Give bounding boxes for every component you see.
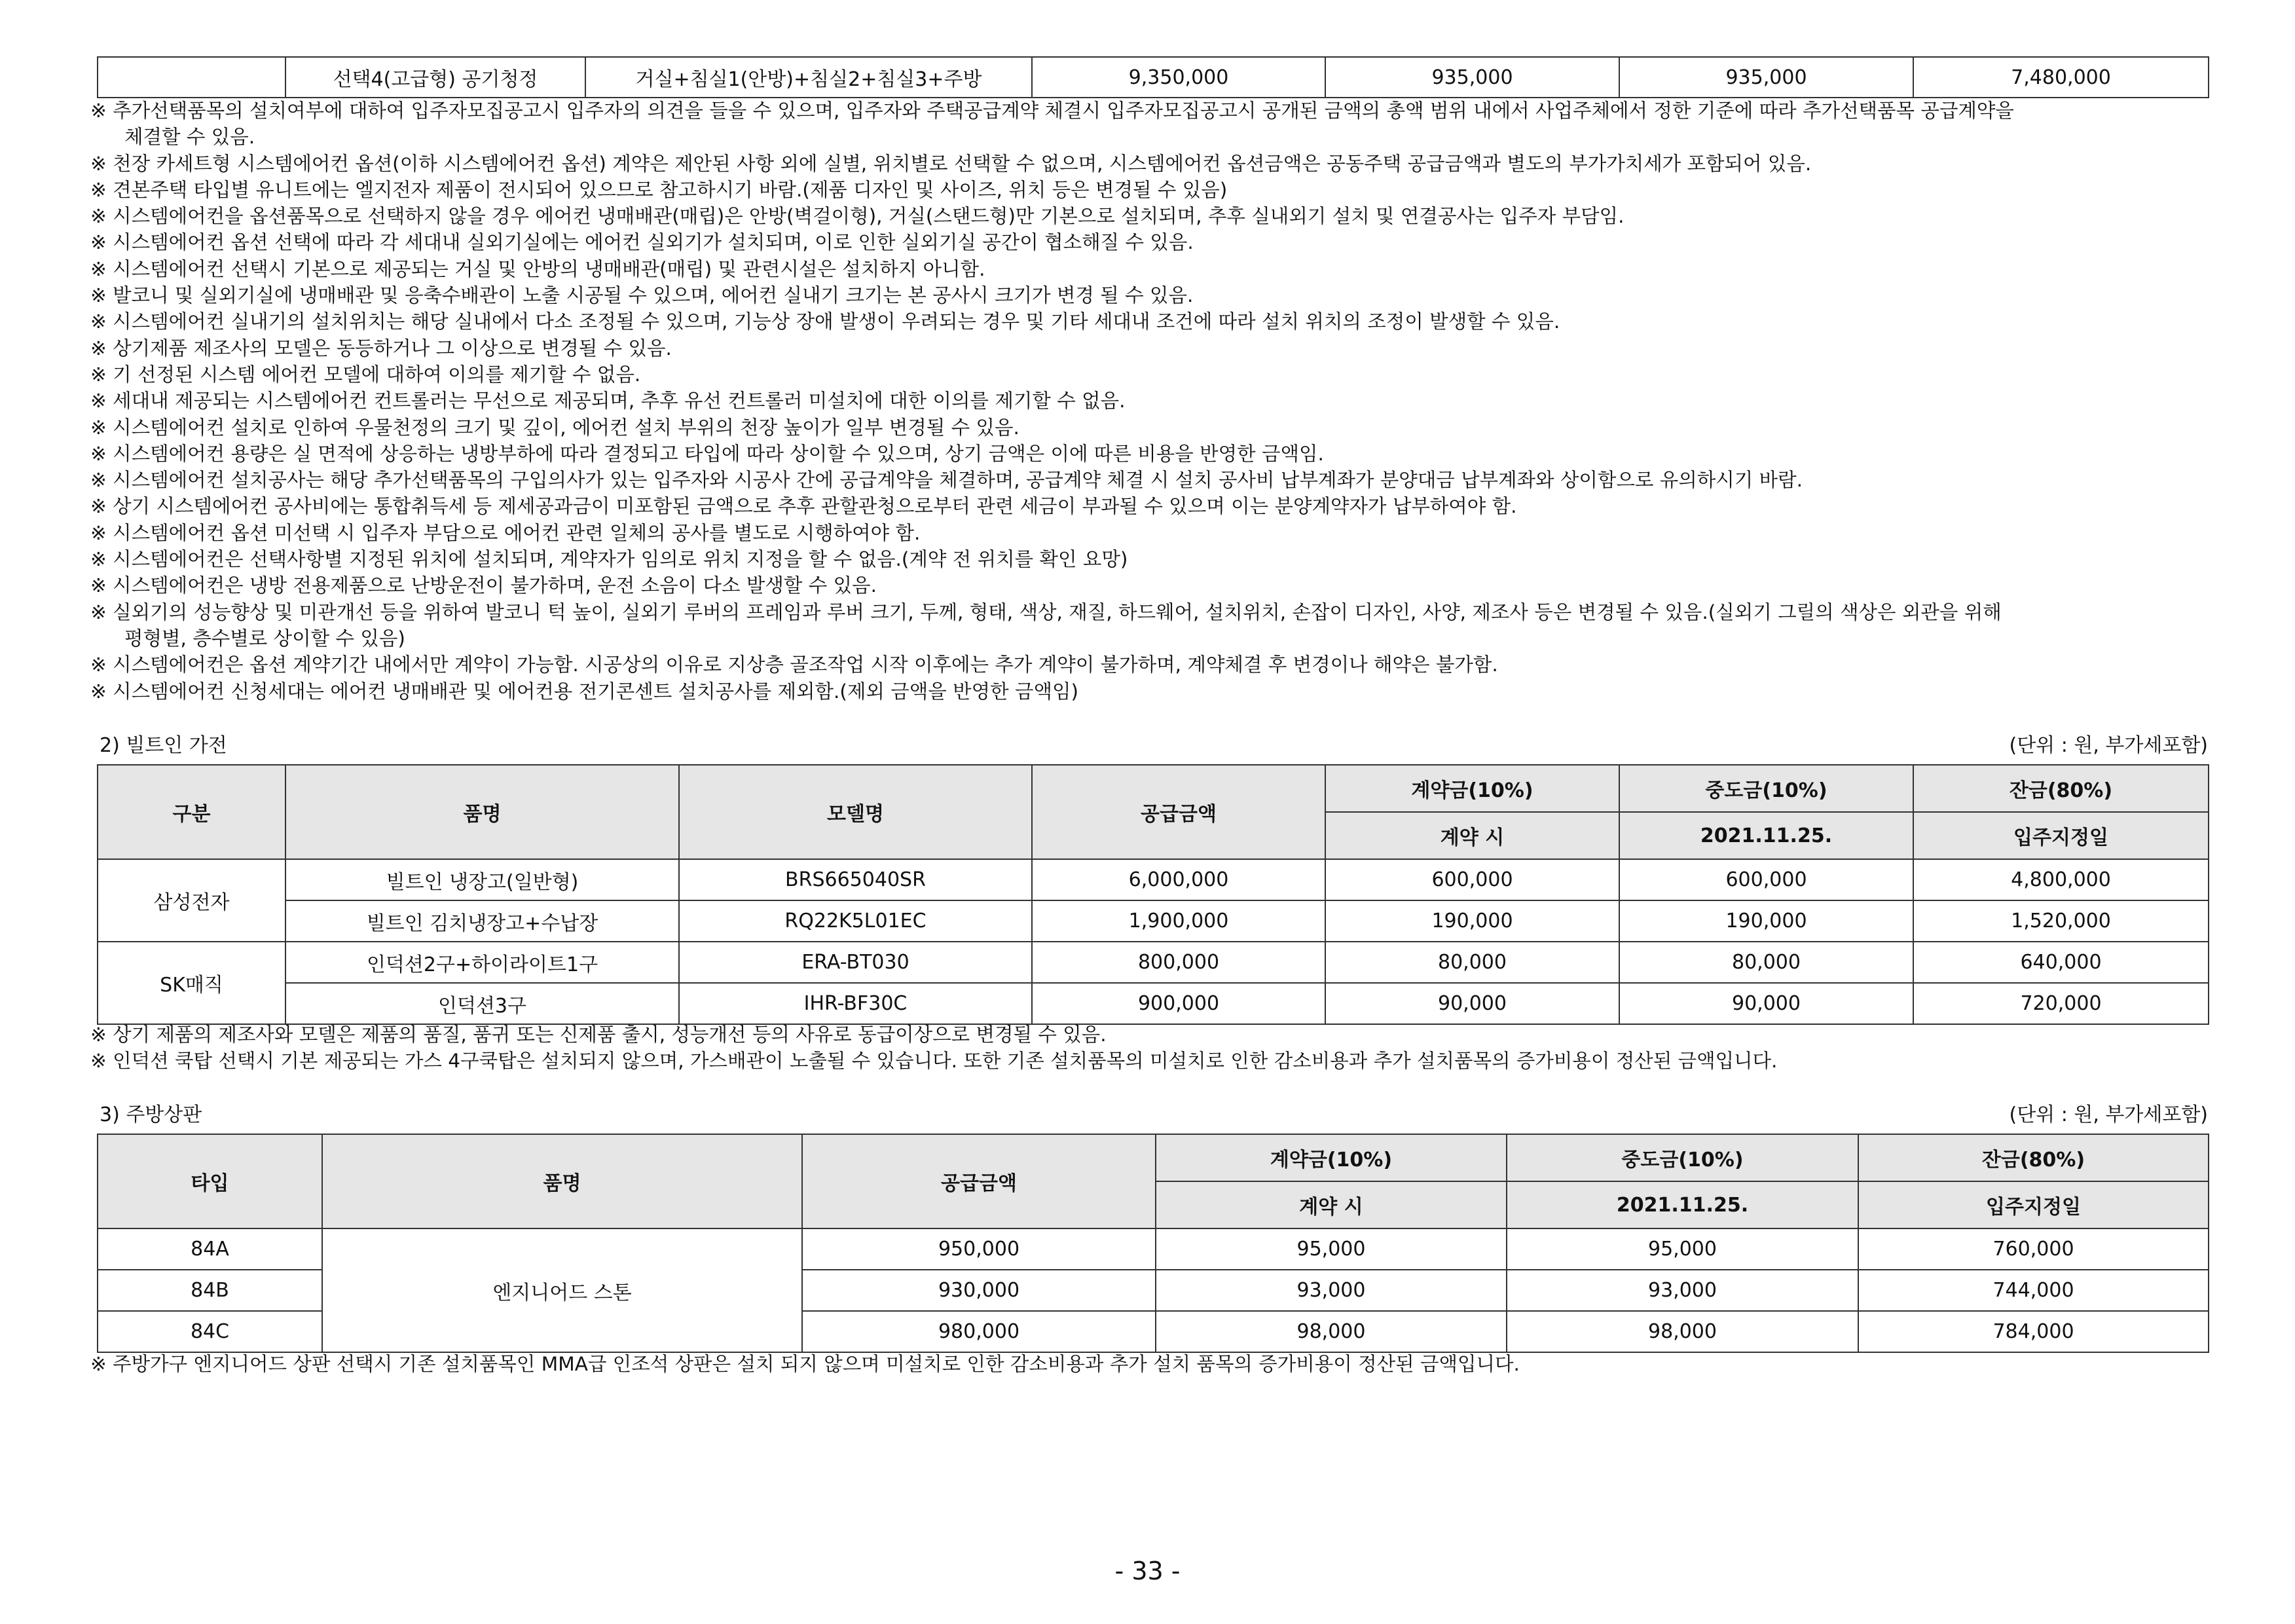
note-line: 체결할 수 있음. bbox=[124, 126, 255, 149]
note-line: ※ 상기 제품의 제조사와 모델은 제품의 품질, 품귀 또는 신제품 출시, 성능개선 등의 사유로 동급이상으로 변경될 수 있음. bbox=[90, 1024, 1107, 1046]
note-line: ※ 시스템에어컨 설치공사는 해당 추가선택품목의 구입의사가 있는 입주자와 시공사 간에 공급계약을 체결하며, 공급계약 체결 시 설치 공사비 납부계좌가 분양대금 납부계좌와 상이함으로 유의하시기 바람. bbox=[90, 469, 1803, 492]
table-cell: 744,000 bbox=[1858, 1270, 2209, 1311]
built-in-notes bbox=[90, 1022, 2212, 1075]
table-cell: 빌트인 김치냉장고+수납장 bbox=[285, 900, 679, 942]
column-header: 중도금(10%) bbox=[1619, 765, 1913, 812]
table-cell: 9,350,000 bbox=[1032, 57, 1325, 98]
table-row bbox=[98, 983, 2209, 1024]
table-cell: 거실+침실1(안방)+침실2+침실3+주방 bbox=[585, 57, 1032, 98]
table-row bbox=[98, 942, 2209, 983]
table-row bbox=[98, 859, 2209, 900]
table-row bbox=[98, 1228, 2209, 1270]
table-cell: 95,000 bbox=[1156, 1228, 1507, 1270]
table-cell: 800,000 bbox=[1032, 942, 1325, 983]
item-cell: 엔지니어드 스톤 bbox=[322, 1228, 802, 1352]
table-cell: 900,000 bbox=[1032, 983, 1325, 1024]
note-line: ※ 발코니 및 실외기실에 냉매배관 및 응축수배관이 노출 시공될 수 있으며, 에어컨 실내기 크기는 본 공사시 크기가 변경 될 수 있음. bbox=[90, 284, 1194, 307]
note-line: ※ 시스템에어컨은 선택사항별 지정된 위치에 설치되며, 계약자가 임의로 위치 지정을 할 수 없음.(계약 전 위치를 확인 요망) bbox=[90, 548, 1128, 571]
note-line: ※ 시스템에어컨 실내기의 설치위치는 해당 실내에서 다소 조정될 수 있으며, 기능상 장애 발생이 우려되는 경우 및 기타 세대내 조건에 따라 설치 위치의 조정이 발생할 수 있음. bbox=[90, 310, 1560, 333]
table-cell: 1,520,000 bbox=[1913, 900, 2209, 942]
column-header: 계약금(10%) bbox=[1156, 1134, 1507, 1181]
table-cell: 84B bbox=[98, 1270, 322, 1311]
column-subheader: 2021.11.25. bbox=[1507, 1181, 1858, 1228]
table-cell: 640,000 bbox=[1913, 942, 2209, 983]
table-cell: 950,000 bbox=[802, 1228, 1156, 1270]
column-subheader: 계약 시 bbox=[1156, 1181, 1507, 1228]
table-cell: 784,000 bbox=[1858, 1311, 2209, 1352]
note-line: ※ 실외기의 성능향상 및 미관개선 등을 위하여 발코니 턱 높이, 실외기 루버의 프레임과 루버 크기, 두께, 형태, 색상, 재질, 하드웨어, 설치위치, 손잡이 디자인, 사양, 제조사 등은 변경될 수 있음.(실외기 그릴의 색상은 외관을 위해 bbox=[90, 600, 2002, 623]
table-cell: 84A bbox=[98, 1228, 322, 1270]
note-line: ※ 상기 시스템에어컨 공사비에는 통합취득세 등 제세공과금이 미포함된 금액으로 추후 관할관청으로부터 관련 세금이 부과될 수 있으며 이는 분양계약자가 납부하여야 함. bbox=[90, 495, 1517, 518]
column-header: 계약금(10%) bbox=[1325, 765, 1619, 812]
table-row bbox=[98, 57, 2209, 98]
note-line: ※ 견본주택 타입별 유니트에는 엘지전자 제품이 전시되어 있으므로 참고하시기 바람.(제품 디자인 및 사이즈, 위치 등은 변경될 수 있음) bbox=[90, 178, 1228, 201]
table-cell: 빌트인 냉장고(일반형) bbox=[285, 859, 679, 900]
section-title-countertop: 3) 주방상판 bbox=[100, 1103, 202, 1126]
table-header-row bbox=[98, 1134, 2209, 1181]
table-cell: 4,800,000 bbox=[1913, 859, 2209, 900]
column-header: 품명 bbox=[322, 1134, 802, 1228]
table-cell: 98,000 bbox=[1507, 1311, 1858, 1352]
column-subheader: 2021.11.25. bbox=[1619, 812, 1913, 859]
note-line: ※ 기 선정된 시스템 에어컨 모델에 대하여 이의를 제기할 수 없음. bbox=[90, 363, 641, 386]
note-line: ※ 시스템에어컨 옵션 선택에 따라 각 세대내 실외기실에는 에어컨 실외기가 설치되며, 이로 인한 실외기실 공간이 협소해질 수 있음. bbox=[90, 231, 1194, 254]
group-cell: 삼성전자 bbox=[98, 859, 285, 942]
table-cell: RQ22K5L01EC bbox=[679, 900, 1032, 942]
note-line: ※ 시스템에어컨은 냉방 전용제품으로 난방운전이 불가하며, 운전 소음이 다소 발생할 수 있음. bbox=[90, 574, 877, 597]
table-cell: ERA-BT030 bbox=[679, 942, 1032, 983]
column-header: 공급금액 bbox=[1032, 765, 1325, 859]
table-cell: 인덕션3구 bbox=[285, 983, 679, 1024]
column-header: 품명 bbox=[285, 765, 679, 859]
table-cell: 90,000 bbox=[1619, 983, 1913, 1024]
note-line: ※ 시스템에어컨을 옵션품목으로 선택하지 않을 경우 에어컨 냉매배관(매립)은 안방(벽걸이형), 거실(스탠드형)만 기본으로 설치되며, 추후 실내외기 설치 및 연결공사는 입주자 부담임. bbox=[90, 205, 1625, 228]
note-line: ※ 세대내 제공되는 시스템에어컨 컨트롤러는 무선으로 제공되며, 추후 유선 컨트롤러 미설치에 대한 이의를 제기할 수 없음. bbox=[90, 390, 1126, 413]
table-cell: 80,000 bbox=[1325, 942, 1619, 983]
option-table-continuation bbox=[97, 56, 2209, 98]
unit-label: (단위 : 원, 부가세포함) bbox=[2009, 1103, 2208, 1126]
column-header: 공급금액 bbox=[802, 1134, 1156, 1228]
table-cell: 600,000 bbox=[1325, 859, 1619, 900]
column-subheader: 입주지정일 bbox=[1913, 812, 2209, 859]
table-cell: 84C bbox=[98, 1311, 322, 1352]
section-title-built-in: 2) 빌트인 가전 bbox=[100, 734, 227, 757]
group-cell: SK매직 bbox=[98, 942, 285, 1024]
note-line: ※ 주방가구 엔지니어드 상판 선택시 기존 설치품목인 MMA급 인조석 상판은 설치 되지 않으며 미설치로 인한 감소비용과 추가 설치 품목의 증가비용이 정산된 금액입니다. bbox=[90, 1353, 1520, 1375]
note-line: ※ 시스템에어컨 옵션 미선택 시 입주자 부담으로 에어컨 관련 일체의 공사를 별도로 시행하여야 함. bbox=[90, 521, 921, 544]
table-cell: IHR-BF30C bbox=[679, 983, 1032, 1024]
table-cell: 935,000 bbox=[1619, 57, 1913, 98]
note-line: ※ 상기제품 제조사의 모델은 동등하거나 그 이상으로 변경될 수 있음. bbox=[90, 337, 672, 360]
table-cell: 93,000 bbox=[1156, 1270, 1507, 1311]
column-subheader: 계약 시 bbox=[1325, 812, 1619, 859]
table-cell: 93,000 bbox=[1507, 1270, 1858, 1311]
table-cell: 6,000,000 bbox=[1032, 859, 1325, 900]
note-line: ※ 시스템에어컨 용량은 실 면적에 상응하는 냉방부하에 따라 결정되고 타입에 따라 상이할 수 있으며, 상기 금액은 이에 따른 비용을 반영한 금액임. bbox=[90, 442, 1324, 465]
note-line: ※ 추가선택품목의 설치여부에 대하여 입주자모집공고시 입주자의 의견을 들을 수 있으며, 입주자와 주택공급계약 체결시 입주자모집공고시 공개된 금액의 총액 범위 내에서 사업주체에서 정한 기준에 따라 추가선택품목 공급계약을 bbox=[90, 100, 2014, 122]
column-header: 중도금(10%) bbox=[1507, 1134, 1858, 1181]
table-cell: 1,900,000 bbox=[1032, 900, 1325, 942]
column-header: 타입 bbox=[98, 1134, 322, 1228]
table-cell: 95,000 bbox=[1507, 1228, 1858, 1270]
table-header-row bbox=[98, 765, 2209, 812]
table-cell: 7,480,000 bbox=[1913, 57, 2209, 98]
note-line: ※ 천장 카세트형 시스템에어컨 옵션(이하 시스템에어컨 옵션) 계약은 제안된 사항 외에 실별, 위치별로 선택할 수 없으며, 시스템에어컨 옵션금액은 공동주택 공급금액과 별도의 부가가치세가 포함되어 있음. bbox=[90, 152, 1812, 175]
note-line: ※ 시스템에어컨 신청세대는 에어컨 냉매배관 및 에어컨용 전기콘센트 설치공사를 제외함.(제외 금액을 반영한 금액임) bbox=[90, 680, 1078, 703]
column-header: 잔금(80%) bbox=[1913, 765, 2209, 812]
table-cell: 190,000 bbox=[1325, 900, 1619, 942]
built-in-appliance-table bbox=[97, 764, 2209, 1025]
countertop-notes bbox=[90, 1351, 2212, 1377]
table-cell: 980,000 bbox=[802, 1311, 1156, 1352]
note-line: 평형별, 층수별로 상이할 수 있음) bbox=[124, 627, 405, 650]
note-line: ※ 시스템에어컨은 옵션 계약기간 내에서만 계약이 가능함. 시공상의 이유로 지상층 골조작업 시작 이후에는 추가 계약이 불가하며, 계약체결 후 변경이나 해약은 불가함. bbox=[90, 654, 1498, 676]
table-cell: 80,000 bbox=[1619, 942, 1913, 983]
table-cell: 선택4(고급형) 공기청정 bbox=[285, 57, 585, 98]
table-cell: 720,000 bbox=[1913, 983, 2209, 1024]
table-row bbox=[98, 900, 2209, 942]
table-cell: BRS665040SR bbox=[679, 859, 1032, 900]
table-cell: 98,000 bbox=[1156, 1311, 1507, 1352]
note-line: ※ 인덕션 쿡탑 선택시 기본 제공되는 가스 4구쿡탑은 설치되지 않으며, 가스배관이 노출될 수 있습니다. 또한 기존 설치품목의 미설치로 인한 감소비용과 추가 설치품목의 증가비용이 정산된 금액입니다. bbox=[90, 1050, 1778, 1073]
table-cell: 760,000 bbox=[1858, 1228, 2209, 1270]
table-cell: 90,000 bbox=[1325, 983, 1619, 1024]
page-number: - 33 - bbox=[1114, 1557, 1181, 1585]
column-subheader: 입주지정일 bbox=[1858, 1181, 2209, 1228]
table-cell: 930,000 bbox=[802, 1270, 1156, 1311]
table-cell: 190,000 bbox=[1619, 900, 1913, 942]
unit-label: (단위 : 원, 부가세포함) bbox=[2009, 734, 2208, 757]
countertop-table bbox=[97, 1134, 2209, 1353]
table-cell: 인덕션2구+하이라이트1구 bbox=[285, 942, 679, 983]
table-cell: 600,000 bbox=[1619, 859, 1913, 900]
note-line: ※ 시스템에어컨 설치로 인하여 우물천정의 크기 및 깊이, 에어컨 설치 부위의 천장 높이가 일부 변경될 수 있음. bbox=[90, 416, 1019, 439]
column-header: 모델명 bbox=[679, 765, 1032, 859]
table-cell bbox=[98, 57, 285, 98]
column-header: 구분 bbox=[98, 765, 285, 859]
note-line: ※ 시스템에어컨 선택시 기본으로 제공되는 거실 및 안방의 냉매배관(매립) 및 관련시설은 설치하지 아니함. bbox=[90, 257, 985, 280]
table-cell: 935,000 bbox=[1325, 57, 1619, 98]
air-conditioner-notes bbox=[90, 98, 2212, 705]
column-header: 잔금(80%) bbox=[1858, 1134, 2209, 1181]
